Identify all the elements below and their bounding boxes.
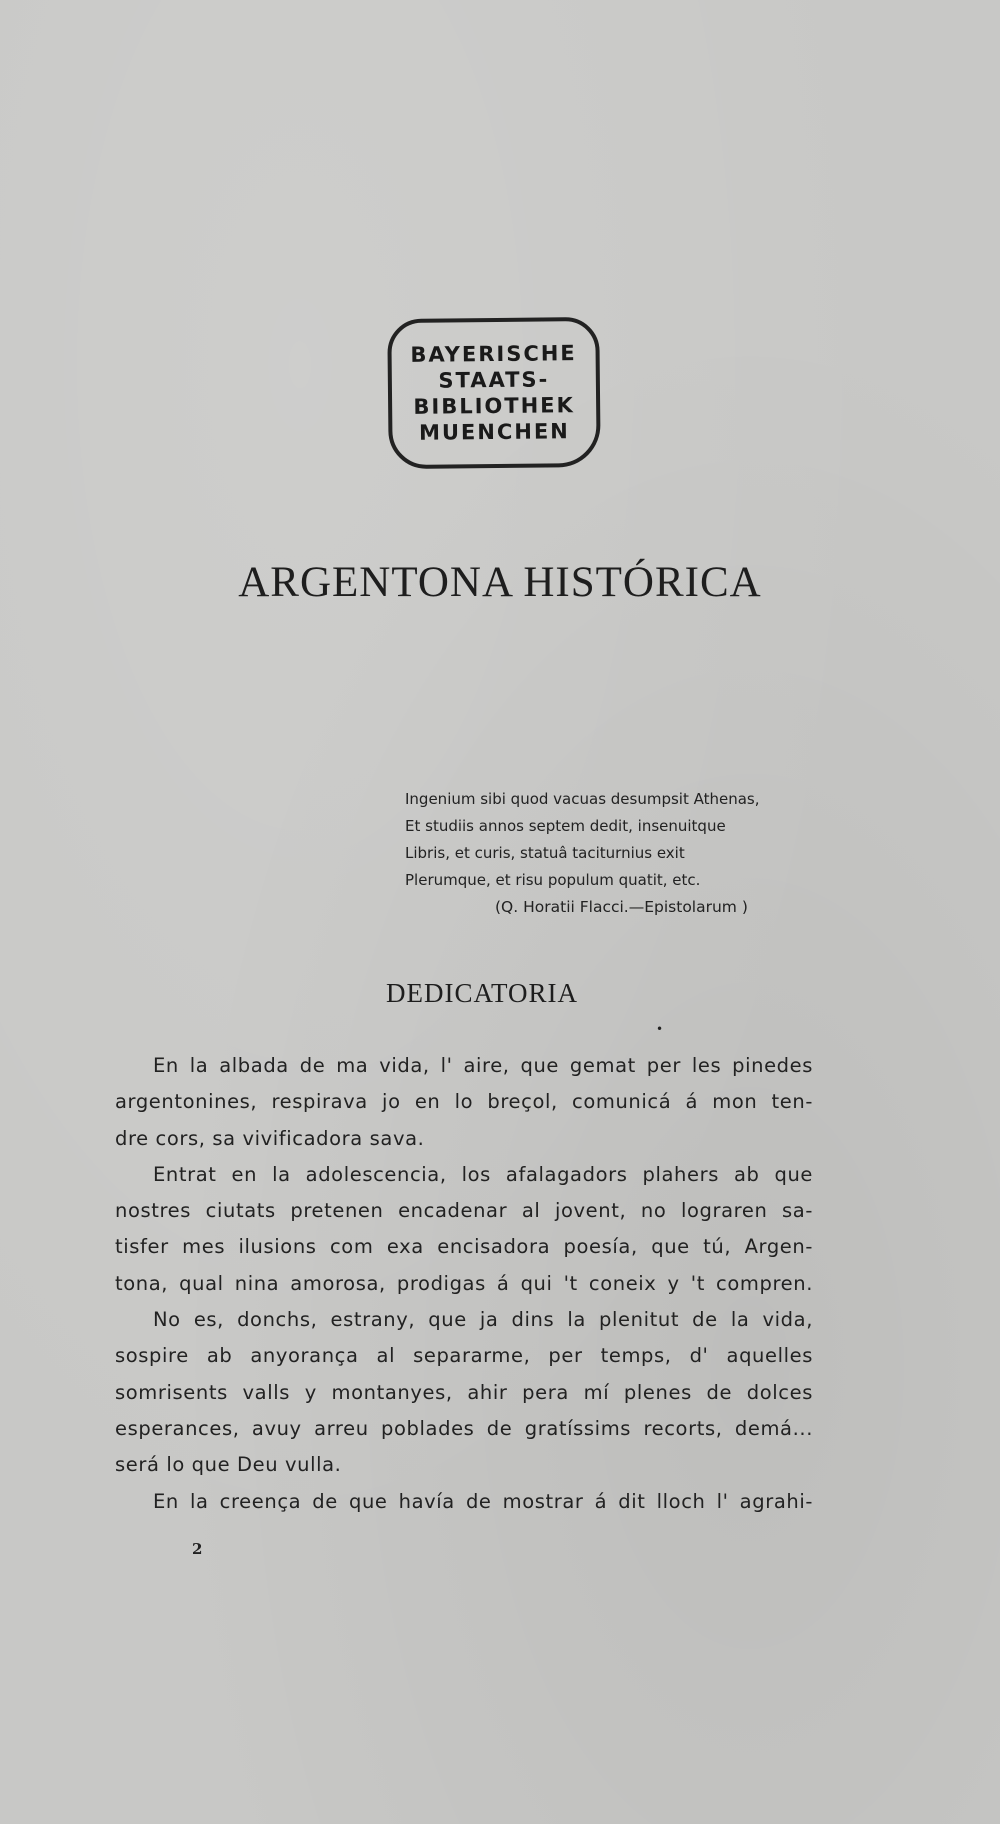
page-title: ARGENTONA HISTÓRICA xyxy=(238,559,762,606)
epigraph-line: Plerumque, et risu populum quatit, etc. xyxy=(405,871,701,889)
body-line: Entrat en la adolescencia, los afalagadors plahers ab que xyxy=(153,1162,813,1186)
body-line: No es, donchs, estrany, que ja dins la plenitut de la vida, xyxy=(153,1308,813,1332)
ornament-dot: • xyxy=(656,1022,664,1036)
epigraph-line: Ingenium sibi quod vacuas desumpsit Athenas, xyxy=(405,790,760,808)
stamp-line: STAATS- xyxy=(438,367,550,393)
signature-mark: 2 xyxy=(192,1540,203,1558)
epigraph-line: Et studiis annos septem dedit, insenuitque xyxy=(405,817,726,835)
epigraph xyxy=(405,786,825,921)
body-text xyxy=(115,1048,813,1520)
body-line: tisfer mes ilusions com exa encisadora poesía, que tú, Argen- xyxy=(115,1235,813,1259)
body-line: somrisents valls y montanyes, ahir pera mí plenes de dolces xyxy=(115,1380,813,1404)
body-line: esperances, avuy arreu poblades de gratíssims recorts, demá... xyxy=(115,1416,813,1440)
body-line: dre cors, sa vivificadora sava. xyxy=(115,1126,425,1150)
body-line: sospire ab anyorança al separarme, per temps, d' aquelles xyxy=(115,1344,813,1368)
epigraph-source: (Q. Horatii Flacci.—Epistolarum ) xyxy=(495,898,748,916)
body-line: nostres ciutats pretenen encadenar al jovent, no lograren sa- xyxy=(115,1199,813,1223)
stamp-line: MUENCHEN xyxy=(418,419,570,445)
stamp-line: BIBLIOTHEK xyxy=(413,393,575,419)
body-line: será lo que Deu vulla. xyxy=(115,1453,342,1477)
body-line: En la albada de ma vida, l' aire, que gemat per les pinedes xyxy=(153,1054,813,1077)
body-line: tona, qual nina amorosa, prodigas á qui 't coneix y 't compren. xyxy=(115,1271,813,1295)
library-stamp xyxy=(387,317,601,469)
section-heading: DEDICATORIA xyxy=(386,978,578,1008)
body-line: argentonines, respirava jo en lo breçol, comunicá á mon ten- xyxy=(115,1090,813,1114)
epigraph-line: Libris, et curis, statuâ taciturnius exit xyxy=(405,844,685,862)
stamp-line: BAYERISCHE xyxy=(410,341,577,367)
body-line: En la creença de que havía de mostrar á dit lloch l' agrahi- xyxy=(153,1489,813,1513)
